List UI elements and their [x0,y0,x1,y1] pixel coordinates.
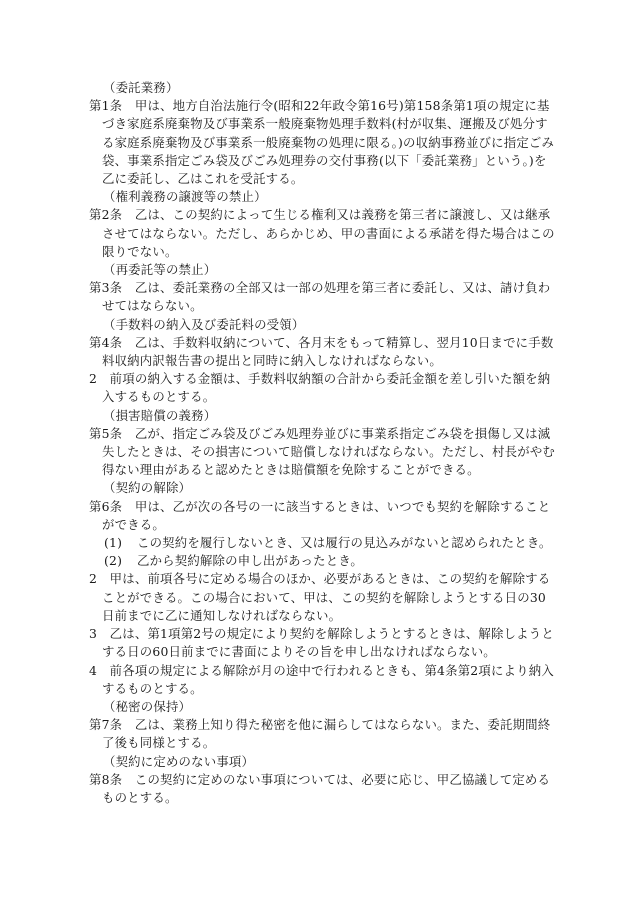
article-6-item-1 [89,534,555,552]
article-7: 第7条 乙は、業務上知り得た秘密を他に漏らしてはならない。また、委託期間終了後も同様とする。 [89,717,551,751]
item-number: (2) [104,553,123,569]
item-text: 乙から契約解除の申し出があったとき。 [137,553,364,569]
section-heading: （秘密の保持） [103,698,192,714]
contract-body [89,79,555,807]
section-heading: （権利義務の譲渡等の禁止） [103,189,267,205]
article-1: 第1条 甲は、地方自治法施行令(昭和22年政令第16号)第158条第1項の規定に基づき家庭系廃棄物及び事業系一般廃棄物処理手数料(村が収集、運搬及び処分する家庭系廃棄物及び事業系一般廃棄物の処理に限る。)の収納事務並びに指定ごみ袋、事業系指定ごみ袋及びごみ処理券の交付事務(以下「委託業務」という。)を乙に委託し、乙はこれを受託する。 [89,98,555,187]
article-6: 第6条 甲は、乙が次の各号の一に該当するときは、いつでも契約を解除することができる。 [89,498,551,532]
section-heading: （手数料の納入及び委託料の受領） [103,316,305,332]
article-2: 第2条 乙は、この契約によって生じる権利又は義務を第三者に譲渡し、又は継承させてはならない。ただし、あらかじめ、甲の書面による承諾を得た場合はこの限りでない。 [89,207,555,259]
section-heading: （契約に定めのない事項） [103,753,255,769]
article-6-paragraph-4: 4 前各項の規定による解除が月の途中で行われるときも、第4条第2項により納入するものとする。 [89,662,554,696]
section-heading: （再委託等の禁止） [103,262,217,278]
article-6-item-2 [89,552,555,570]
section-heading: （契約の解除） [103,480,192,496]
item-text: この契約を履行しないとき、又は履行の見込みがないと認められたとき。 [137,535,552,551]
item-number: (1) [104,535,123,551]
article-6-paragraph-3: 3 乙は、第1項第2号の規定により契約を解除しようとするときは、解除しようとする日の60日前までに書面によりその旨を申し出なければならない。 [89,626,554,660]
article-5: 第5条 乙が、指定ごみ袋及びごみ処理券並びに事業系指定ごみ袋を損傷し又は滅失したときは、その損害について賠償しなければならない。ただし、村長がやむ得ない理由があると認めたときは賠償額を免除することができる。 [89,425,556,478]
article-4: 第4条 乙は、手数料収納について、各月末をもって精算し、翌月10日までに手数料収納内訳報告書の提出と同時に納入しなければならない。 [89,334,554,369]
article-8: 第8条 この契約に定めのない事項については、必要に応じ、甲乙協議して定めるものとする。 [89,771,551,805]
section-heading: （損害賠償の義務） [103,407,217,423]
article-6-paragraph-2: 2 甲は、前項各号に定める場合のほか、必要があるときは、この契約を解除することができる。この場合において、甲は、この契約を解除しようとする日の30日前までに乙に通知しなければならない。 [89,571,551,623]
article-3: 第3条 乙は、委託業務の全部又は一部の処理を第三者に委託し、又は、請け負わせてはならない。 [89,280,551,314]
section-heading: （委託業務） [103,80,179,95]
article-4-paragraph-2: 2 前項の納入する金額は、手数料収納額の合計から委託金額を差し引いた額を納入するものとする。 [89,371,551,405]
